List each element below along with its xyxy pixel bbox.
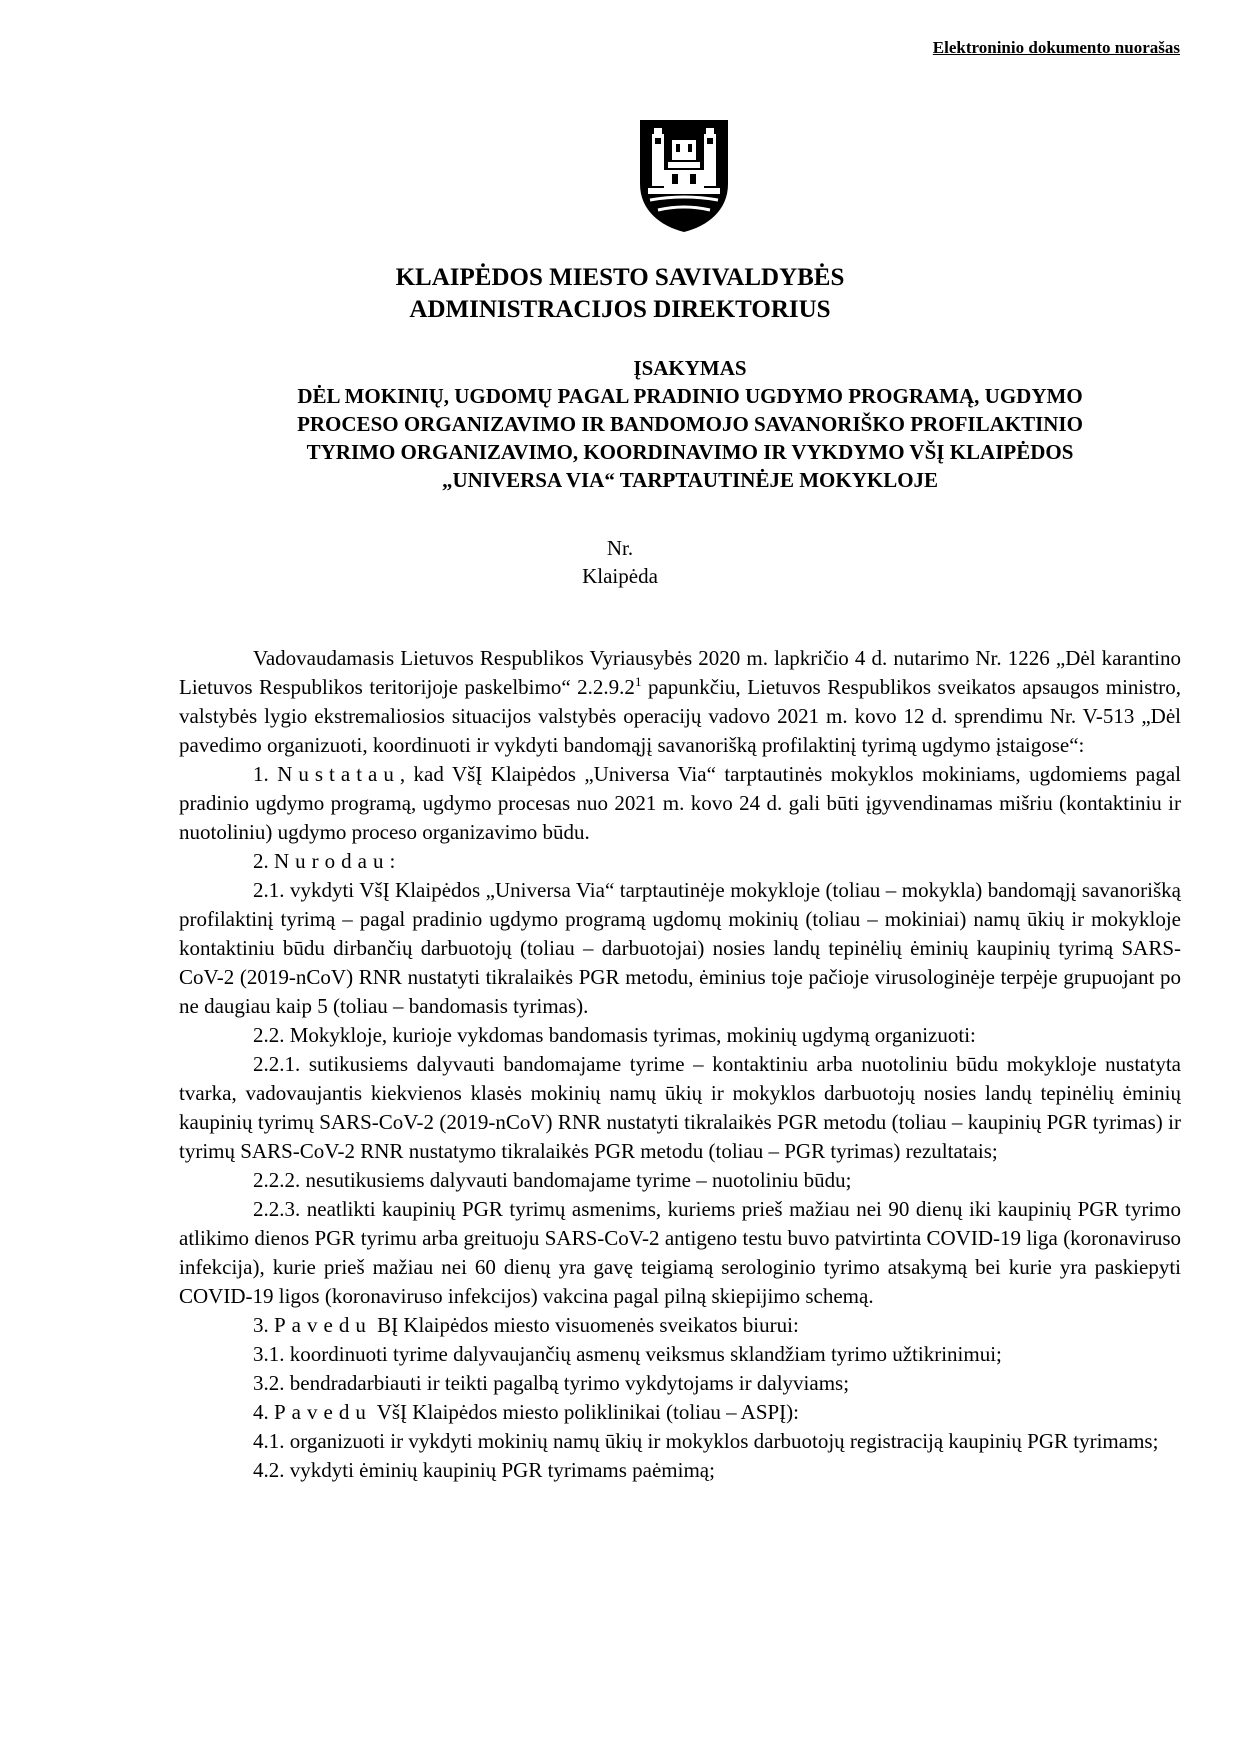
heading-line-1: KLAIPĖDOS MIESTO SAVIVALDYBĖS (395, 264, 845, 291)
intro-paragraph (179, 644, 1181, 760)
paragraph-4 (179, 1398, 1181, 1427)
document-place: Klaipėda (582, 564, 658, 588)
document-copy-stamp: Elektroninio dokumento nuorašas (932, 38, 1180, 57)
paragraph-2-1: 2.1. vykdyti VšĮ Klaipėdos „Universa Via“ tarptautinėje mokykloje (toliau – mokykla) bandomąjį savanorišką profilaktinį tyrimą – pagal pradinio ugdymo programą ugdomų mokinių (toliau – mokiniai) namų ūkių ir mokykloje kontaktiniu būdu dirbančių darbuotojų (toliau – darbuotojai) nosies landų tepinėlių ėminių kaupinių tyrimą SARS-CoV-2 (2019-nCoV) RNR nustatyti tikralaikės PGR metodu, ėminius toje pačioje virusologinėje terpėje grupuojant po ne daugiau kaip 5 (toliau – bandomasis tyrimas). (179, 878, 1181, 1018)
order-title-block (160, 354, 1220, 494)
p2-number: 2. (253, 849, 274, 873)
institution-heading (0, 262, 1240, 326)
p2-text: : (389, 849, 396, 873)
document-number: Nr. (606, 536, 634, 560)
paragraph-2-2-1: 2.2.1. sutikusiems dalyvauti bandomajame tyrime – kontaktiniu arba nuotoliniu būdu mokykloje nustatyta tvarka, vadovaujantis kiekvienos klasės mokinių namų ūkių ir mokyklos darbuotojų nosies landų tepinėlių ėminių kaupinių tyrimų SARS-CoV-2 (2019-nCoV) RNR nustatyti tikralaikės PGR metodu (toliau – kaupinių PGR tyrimas) ir tyrimų SARS-CoV-2 RNR nustatymo tikralaikės PGR metodu (toliau – PGR tyrimas) rezultatais; (179, 1052, 1181, 1163)
klaipeda-coat-of-arms-icon (638, 118, 730, 234)
heading-line-2: ADMINISTRACIJOS DIREKTORIUS (409, 296, 831, 323)
title-line-4: „UNIVERSA VIA“ TARPTAUTINĖJE MOKYKLOJE (441, 468, 939, 492)
p4-keyword: Pavedu (274, 1400, 372, 1424)
p4-number: 4. (253, 1400, 274, 1424)
paragraph-2-2-3: 2.2.3. neatlikti kaupinių PGR tyrimų asmenims, kuriems prieš mažiau nei 90 dienų iki kaupinių PGR tyrimo atlikimo dienos PGR tyrimu arba greituoju SARS-CoV-2 antigeno testu buvo patvirtinta COVID-19 liga (koronaviruso infekcija), kurie prieš mažiau nei 60 dienų yra gavę teigiamą serologinio tyrimo atsakymą bei kurie yra paskiepyti COVID-19 ligos (koronaviruso infekcijos) vakcina pagal pilną skiepijimo schemą. (179, 1197, 1181, 1308)
p1-keyword: Nustatau (277, 762, 400, 786)
p3-keyword: Pavedu (274, 1313, 372, 1337)
p2-keyword: Nurodau (274, 849, 390, 873)
title-line-3: TYRIMO ORGANIZAVIMO, KOORDINAVIMO IR VYKDYMO VŠĮ KLAIPĖDOS (306, 440, 1074, 464)
title-line-2: PROCESO ORGANIZAVIMO IR BANDOMOJO SAVANORIŠKO PROFILAKTINIO (297, 412, 1083, 436)
number-place-block (0, 534, 1240, 590)
paragraph-1 (179, 760, 1181, 847)
paragraph-2 (179, 847, 1181, 876)
intro-text-a: Vadovaudamasis Lietuvos Respublikos Vyriausybės 2020 m. lapkričio 4 d. nutarimo Nr. 1226 „Dėl karantino Lietuvos Respublikos teritorijoje paskelbimo“ 2.2.9.2 (179, 646, 1181, 699)
p1-number: 1. (253, 762, 278, 786)
paragraph-3 (179, 1311, 1181, 1340)
paragraph-4-2: 4.2. vykdyti ėminių kaupinių PGR tyrimams paėmimą; (253, 1458, 715, 1482)
intro-superscript: 1 (634, 674, 642, 689)
paragraph-4-1: 4.1. organizuoti ir vykdyti mokinių namų ūkių ir mokyklos darbuotojų registraciją kaupinių PGR tyrimams; (253, 1429, 1159, 1453)
paragraph-3-1: 3.1. koordinuoti tyrime dalyvaujančių asmenų veiksmus sklandžiam tyrimo užtikrinimui; (253, 1342, 1002, 1366)
paragraph-2-2: 2.2. Mokykloje, kurioje vykdomas bandomasis tyrimas, mokinių ugdymą organizuoti: (253, 1023, 976, 1047)
document-type: ĮSAKYMAS (633, 356, 747, 380)
title-line-1: DĖL MOKINIŲ, UGDOMŲ PAGAL PRADINIO UGDYMO PROGRAMĄ, UGDYMO (297, 384, 1083, 408)
document-body (179, 644, 1181, 1485)
intro-text-b: papunkčiu, Lietuvos Respublikos sveikatos apsaugos ministro, valstybės lygio ekstremaliosios situacijos valstybės operacijų vadovo 2021 m. kovo 12 d. sprendimu Nr. V-513 „Dėl pavedimo organizuoti, koordinuoti ir vykdyti bandomąjį savanorišką profilaktinį tyrimą ugdymo įstaigose“: (179, 675, 1182, 757)
p3-text: BĮ Klaipėdos miesto visuomenės sveikatos biurui: (371, 1313, 799, 1337)
paragraph-3-2: 3.2. bendradarbiauti ir teikti pagalbą tyrimo vykdytojams ir dalyviams; (253, 1371, 850, 1395)
p3-number: 3. (253, 1313, 274, 1337)
paragraph-2-2-2: 2.2.2. nesutikusiems dalyvauti bandomajame tyrime – nuotoliniu būdu; (253, 1168, 852, 1192)
p4-text: VšĮ Klaipėdos miesto poliklinikai (toliau – ASPĮ): (371, 1400, 800, 1424)
p1-text: , kad VšĮ Klaipėdos „Universa Via“ tarptautinės mokyklos mokiniams, ugdomiems pagal pradinio ugdymo programą, ugdymo procesas nuo 2021 m. kovo 24 d. gali būti įgyvendinamas mišriu (kontaktiniu ir nuotoliniu) ugdymo proceso organizavimo būdu. (179, 762, 1181, 844)
